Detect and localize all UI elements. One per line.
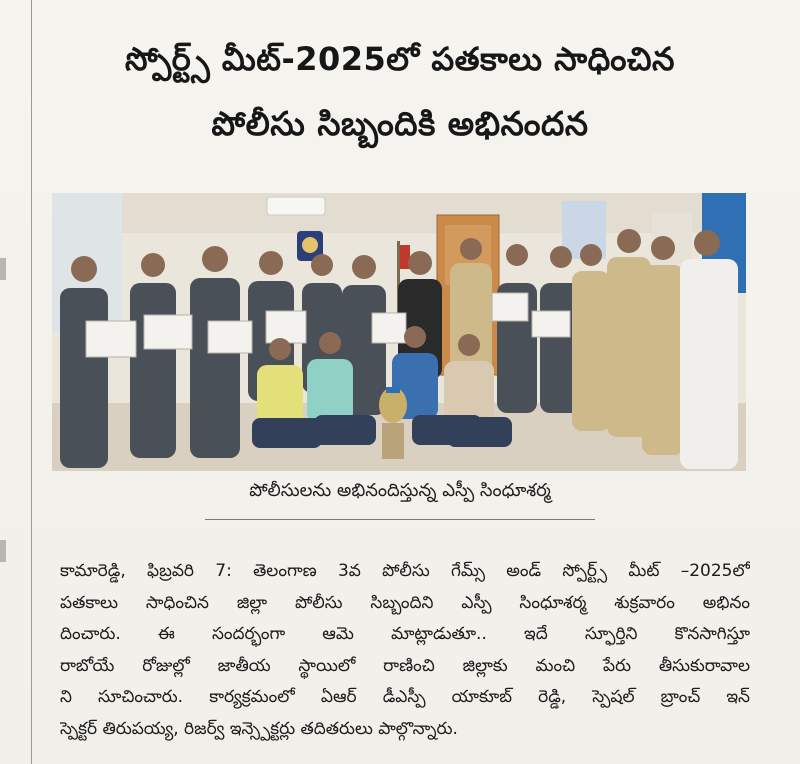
- column-rule: [31, 0, 32, 764]
- group-photo: [52, 193, 746, 471]
- trophy-icon: [379, 387, 407, 459]
- article-line: స్పెక్టర్ తిరుపయ్య, రిజర్వ్ ఇన్స్పెక్టర్లు తదితరులు పాల్గొన్నారు.: [60, 718, 458, 739]
- group-photo-illustration: [52, 193, 746, 471]
- photo-caption: పోలీసులను అభినందిస్తున్న ఎస్పీ సింధూశర్మ: [249, 480, 551, 501]
- article-line: పతకాలు సాధించిన జిల్లా పోలీసు సిబ్బందిని ఎస్పీ సింధూశర్మ శుక్రవారం అభినం: [60, 592, 750, 613]
- cropped-previous-headline: [260, 0, 690, 7]
- headline-line-1: స్పోర్ట్స్ మీట్-2025లో పతకాలు సాధించిన: [125, 40, 675, 78]
- article-line: దించారు. ఈ సందర్భంగా ఆమె మాట్లాడుతూ.. ఇదే స్ఫూర్తిని కొనసాగిస్తూ: [60, 624, 750, 645]
- article-line: కామారెడ్డి, ఫిబ్రవరి 7: తెలంగాణ 3వ పోలీసు గేమ్స్ అండ్ స్పోర్ట్స్ మీట్ –2025లో: [60, 561, 750, 581]
- article-line: ని సూచించారు. కార్యక్రమంలో ఏఆర్ డీఎస్పీ యాకూబ్ రెడ్డి, స్పెషల్ బ్రాంచ్ ఇన్: [60, 687, 750, 708]
- margin-mark: [0, 258, 6, 280]
- headline-line-2: పోలీసు సిబ్బందికి అభినందన: [211, 104, 589, 143]
- article-line: రాబోయే రోజుల్లో జాతీయ స్థాయిలో రాణించి జిల్లాకు మంచి పేరు తీసుకురావాల: [60, 655, 750, 676]
- article-body: [60, 556, 750, 746]
- margin-mark: [0, 540, 6, 562]
- caption-divider: [205, 519, 595, 520]
